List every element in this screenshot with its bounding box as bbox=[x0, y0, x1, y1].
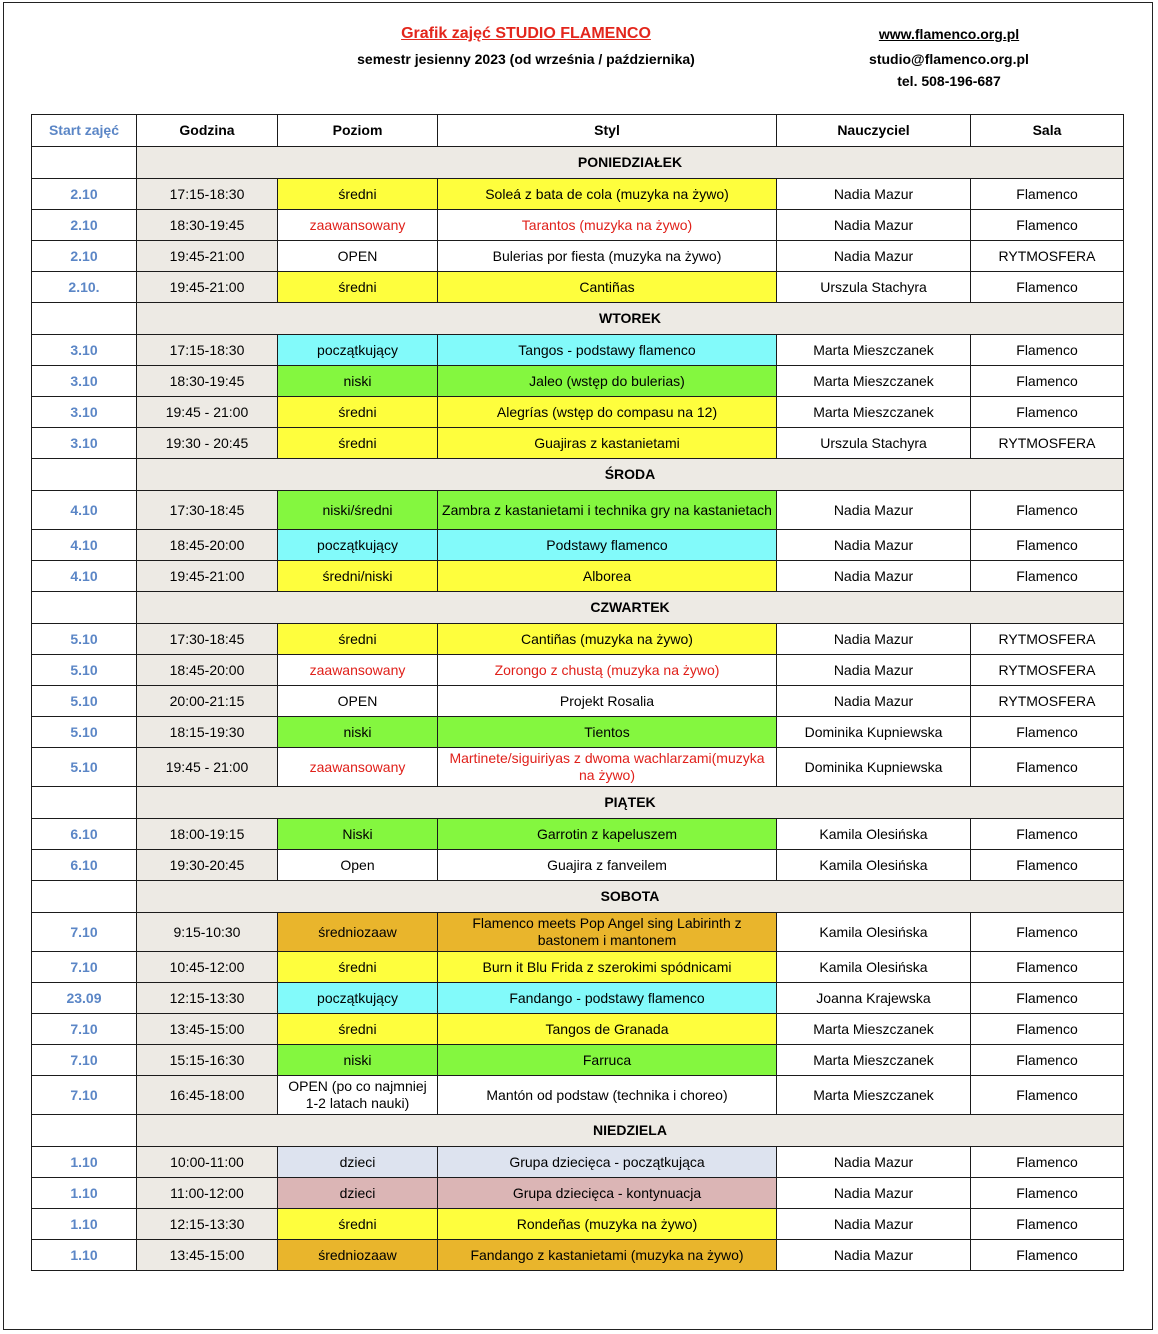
page-subtitle: semestr jesienny 2023 (od września / października) bbox=[357, 51, 695, 67]
style-cell: Soleá z bata de cola (muzyka na żywo) bbox=[438, 179, 777, 210]
time-cell: 17:30-18:45 bbox=[137, 491, 278, 530]
class-row bbox=[32, 530, 1124, 561]
style-cell: Burn it Blu Frida z szerokimi spódnicami bbox=[438, 952, 777, 983]
time-cell: 11:00-12:00 bbox=[137, 1178, 278, 1209]
room-cell: RYTMOSFERA bbox=[971, 655, 1124, 686]
time-cell: 15:15-16:30 bbox=[137, 1045, 278, 1076]
time-cell: 13:45-15:00 bbox=[137, 1014, 278, 1045]
style-cell: Fandango z kastanietami (muzyka na żywo) bbox=[438, 1240, 777, 1271]
email-address: studio@flamenco.org.pl bbox=[869, 51, 1029, 67]
day-header-row bbox=[32, 459, 1124, 491]
room-cell: Flamenco bbox=[971, 210, 1124, 241]
class-row bbox=[32, 335, 1124, 366]
teacher-cell: Marta Mieszczanek bbox=[777, 397, 971, 428]
teacher-cell: Kamila Olesińska bbox=[777, 913, 971, 952]
class-row bbox=[32, 1178, 1124, 1209]
day-header-row bbox=[32, 881, 1124, 913]
day-header-row bbox=[32, 592, 1124, 624]
level-cell: początkujący bbox=[278, 530, 438, 561]
level-cell: średni bbox=[278, 1209, 438, 1240]
class-row bbox=[32, 397, 1124, 428]
class-row bbox=[32, 1240, 1124, 1271]
style-cell: Guajiras z kastanietami bbox=[438, 428, 777, 459]
start-date-cell: 2.10 bbox=[32, 179, 137, 210]
start-date-cell: 1.10 bbox=[32, 1209, 137, 1240]
style-cell: Garrotin z kapeluszem bbox=[438, 819, 777, 850]
column-header-teacher: Nauczyciel bbox=[777, 115, 971, 147]
day-name: PIĄTEK bbox=[137, 787, 1124, 819]
time-cell: 12:15-13:30 bbox=[137, 983, 278, 1014]
day-header-blank bbox=[32, 881, 137, 913]
day-name: PONIEDZIAŁEK bbox=[137, 147, 1124, 179]
time-cell: 19:30 - 20:45 bbox=[137, 428, 278, 459]
room-cell: Flamenco bbox=[971, 717, 1124, 748]
class-row bbox=[32, 179, 1124, 210]
teacher-cell: Nadia Mazur bbox=[777, 624, 971, 655]
class-row bbox=[32, 686, 1124, 717]
class-row bbox=[32, 717, 1124, 748]
teacher-cell: Marta Mieszczanek bbox=[777, 366, 971, 397]
teacher-cell: Dominika Kupniewska bbox=[777, 717, 971, 748]
time-cell: 13:45-15:00 bbox=[137, 1240, 278, 1271]
style-cell: Flamenco meets Pop Angel sing Labirinth z bastonem i mantonem bbox=[438, 913, 777, 952]
day-header-row bbox=[32, 147, 1124, 179]
class-row bbox=[32, 624, 1124, 655]
day-header-blank bbox=[32, 459, 137, 491]
class-row bbox=[32, 913, 1124, 952]
room-cell: Flamenco bbox=[971, 952, 1124, 983]
room-cell: Flamenco bbox=[971, 1147, 1124, 1178]
class-row bbox=[32, 1147, 1124, 1178]
time-cell: 18:45-20:00 bbox=[137, 655, 278, 686]
room-cell: Flamenco bbox=[971, 530, 1124, 561]
teacher-cell: Nadia Mazur bbox=[777, 1147, 971, 1178]
room-cell: RYTMOSFERA bbox=[971, 686, 1124, 717]
class-row bbox=[32, 366, 1124, 397]
class-row bbox=[32, 428, 1124, 459]
start-date-cell: 3.10 bbox=[32, 366, 137, 397]
room-cell: Flamenco bbox=[971, 179, 1124, 210]
style-cell: Grupa dziecięca - kontynuacja bbox=[438, 1178, 777, 1209]
start-date-cell: 23.09 bbox=[32, 983, 137, 1014]
start-date-cell: 5.10 bbox=[32, 748, 137, 787]
style-cell: Bulerias por fiesta (muzyka na żywo) bbox=[438, 241, 777, 272]
time-cell: 9:15-10:30 bbox=[137, 913, 278, 952]
level-cell: zaawansowany bbox=[278, 210, 438, 241]
day-name: CZWARTEK bbox=[137, 592, 1124, 624]
teacher-cell: Nadia Mazur bbox=[777, 686, 971, 717]
teacher-cell: Urszula Stachyra bbox=[777, 428, 971, 459]
day-header-row bbox=[32, 787, 1124, 819]
class-row bbox=[32, 1076, 1124, 1115]
day-header-row bbox=[32, 303, 1124, 335]
style-cell: Cantiñas bbox=[438, 272, 777, 303]
room-cell: Flamenco bbox=[971, 819, 1124, 850]
schedule-table bbox=[31, 114, 1124, 1271]
style-cell: Mantón od podstaw (technika i choreo) bbox=[438, 1076, 777, 1115]
level-cell: średni bbox=[278, 179, 438, 210]
teacher-cell: Nadia Mazur bbox=[777, 530, 971, 561]
time-cell: 16:45-18:00 bbox=[137, 1076, 278, 1115]
start-date-cell: 7.10 bbox=[32, 1045, 137, 1076]
room-cell: Flamenco bbox=[971, 397, 1124, 428]
day-header-blank bbox=[32, 303, 137, 335]
teacher-cell: Kamila Olesińska bbox=[777, 952, 971, 983]
room-cell: Flamenco bbox=[971, 1076, 1124, 1115]
start-date-cell: 2.10 bbox=[32, 210, 137, 241]
teacher-cell: Marta Mieszczanek bbox=[777, 1014, 971, 1045]
start-date-cell: 5.10 bbox=[32, 624, 137, 655]
time-cell: 19:45 - 21:00 bbox=[137, 397, 278, 428]
start-date-cell: 7.10 bbox=[32, 952, 137, 983]
room-cell: Flamenco bbox=[971, 983, 1124, 1014]
level-cell: dzieci bbox=[278, 1147, 438, 1178]
teacher-cell: Nadia Mazur bbox=[777, 655, 971, 686]
teacher-cell: Urszula Stachyra bbox=[777, 272, 971, 303]
time-cell: 19:45 - 21:00 bbox=[137, 748, 278, 787]
teacher-cell: Marta Mieszczanek bbox=[777, 1045, 971, 1076]
level-cell: średni bbox=[278, 952, 438, 983]
room-cell: Flamenco bbox=[971, 913, 1124, 952]
teacher-cell: Nadia Mazur bbox=[777, 491, 971, 530]
level-cell: średniozaaw bbox=[278, 1240, 438, 1271]
room-cell: Flamenco bbox=[971, 366, 1124, 397]
start-date-cell: 3.10 bbox=[32, 428, 137, 459]
room-cell: Flamenco bbox=[971, 748, 1124, 787]
room-cell: Flamenco bbox=[971, 491, 1124, 530]
day-header-row bbox=[32, 1115, 1124, 1147]
class-row bbox=[32, 952, 1124, 983]
time-cell: 19:45-21:00 bbox=[137, 561, 278, 592]
level-cell: dzieci bbox=[278, 1178, 438, 1209]
start-date-cell: 4.10 bbox=[32, 491, 137, 530]
start-date-cell: 3.10 bbox=[32, 397, 137, 428]
level-cell: średni bbox=[278, 624, 438, 655]
room-cell: Flamenco bbox=[971, 1240, 1124, 1271]
style-cell: Projekt Rosalia bbox=[438, 686, 777, 717]
room-cell: Flamenco bbox=[971, 335, 1124, 366]
style-cell: Cantiñas (muzyka na żywo) bbox=[438, 624, 777, 655]
day-name: SOBOTA bbox=[137, 881, 1124, 913]
time-cell: 10:00-11:00 bbox=[137, 1147, 278, 1178]
day-name: NIEDZIELA bbox=[137, 1115, 1124, 1147]
start-date-cell: 5.10 bbox=[32, 717, 137, 748]
teacher-cell: Joanna Krajewska bbox=[777, 983, 971, 1014]
level-cell: średni bbox=[278, 397, 438, 428]
class-row bbox=[32, 1045, 1124, 1076]
level-cell: niski bbox=[278, 717, 438, 748]
column-header-time: Godzina bbox=[137, 115, 278, 147]
time-cell: 10:45-12:00 bbox=[137, 952, 278, 983]
class-row bbox=[32, 850, 1124, 881]
time-cell: 12:15-13:30 bbox=[137, 1209, 278, 1240]
level-cell: OPEN bbox=[278, 241, 438, 272]
class-row bbox=[32, 748, 1124, 787]
page-title: Grafik zajęć STUDIO FLAMENCO bbox=[401, 25, 651, 42]
start-date-cell: 2.10 bbox=[32, 241, 137, 272]
start-date-cell: 1.10 bbox=[32, 1178, 137, 1209]
level-cell: OPEN (po co najmniej 1-2 latach nauki) bbox=[278, 1076, 438, 1115]
room-cell: RYTMOSFERA bbox=[971, 624, 1124, 655]
class-row bbox=[32, 210, 1124, 241]
style-cell: Tarantos (muzyka na żywo) bbox=[438, 210, 777, 241]
day-header-blank bbox=[32, 147, 137, 179]
class-row bbox=[32, 272, 1124, 303]
teacher-cell: Nadia Mazur bbox=[777, 561, 971, 592]
time-cell: 17:30-18:45 bbox=[137, 624, 278, 655]
style-cell: Tangos de Granada bbox=[438, 1014, 777, 1045]
start-date-cell: 4.10 bbox=[32, 561, 137, 592]
teacher-cell: Marta Mieszczanek bbox=[777, 1076, 971, 1115]
class-row bbox=[32, 491, 1124, 530]
website-link[interactable]: www.flamenco.org.pl bbox=[878, 26, 1020, 42]
time-cell: 18:00-19:15 bbox=[137, 819, 278, 850]
teacher-cell: Kamila Olesińska bbox=[777, 819, 971, 850]
day-name: WTOREK bbox=[137, 303, 1124, 335]
room-cell: Flamenco bbox=[971, 1178, 1124, 1209]
level-cell: zaawansowany bbox=[278, 655, 438, 686]
class-row bbox=[32, 561, 1124, 592]
start-date-cell: 5.10 bbox=[32, 686, 137, 717]
style-cell: Grupa dziecięca - początkująca bbox=[438, 1147, 777, 1178]
room-cell: Flamenco bbox=[971, 272, 1124, 303]
style-cell: Tientos bbox=[438, 717, 777, 748]
class-row bbox=[32, 241, 1124, 272]
time-cell: 18:30-19:45 bbox=[137, 366, 278, 397]
level-cell: Niski bbox=[278, 819, 438, 850]
style-cell: Fandango - podstawy flamenco bbox=[438, 983, 777, 1014]
style-cell: Zambra z kastanietami i technika gry na kastanietach bbox=[438, 491, 777, 530]
teacher-cell: Nadia Mazur bbox=[777, 179, 971, 210]
start-date-cell: 6.10 bbox=[32, 850, 137, 881]
start-date-cell: 1.10 bbox=[32, 1147, 137, 1178]
teacher-cell: Dominika Kupniewska bbox=[777, 748, 971, 787]
level-cell: OPEN bbox=[278, 686, 438, 717]
level-cell: niski/średni bbox=[278, 491, 438, 530]
column-header-start: Start zajęć bbox=[32, 115, 137, 147]
level-cell: niski bbox=[278, 366, 438, 397]
table-header-row bbox=[32, 115, 1124, 147]
time-cell: 19:45-21:00 bbox=[137, 272, 278, 303]
teacher-cell: Kamila Olesińska bbox=[777, 850, 971, 881]
teacher-cell: Nadia Mazur bbox=[777, 1209, 971, 1240]
column-header-style: Styl bbox=[438, 115, 777, 147]
time-cell: 18:45-20:00 bbox=[137, 530, 278, 561]
style-cell: Rondeñas (muzyka na żywo) bbox=[438, 1209, 777, 1240]
level-cell: zaawansowany bbox=[278, 748, 438, 787]
start-date-cell: 7.10 bbox=[32, 1076, 137, 1115]
start-date-cell: 5.10 bbox=[32, 655, 137, 686]
time-cell: 20:00-21:15 bbox=[137, 686, 278, 717]
time-cell: 19:45-21:00 bbox=[137, 241, 278, 272]
phone-number: tel. 508-196-687 bbox=[897, 73, 1001, 89]
teacher-cell: Marta Mieszczanek bbox=[777, 335, 971, 366]
level-cell: Open bbox=[278, 850, 438, 881]
time-cell: 18:30-19:45 bbox=[137, 210, 278, 241]
style-cell: Alegrías (wstęp do compasu na 12) bbox=[438, 397, 777, 428]
level-cell: średni bbox=[278, 428, 438, 459]
teacher-cell: Nadia Mazur bbox=[777, 1240, 971, 1271]
style-cell: Zorongo z chustą (muzyka na żywo) bbox=[438, 655, 777, 686]
start-date-cell: 4.10 bbox=[32, 530, 137, 561]
class-row bbox=[32, 819, 1124, 850]
time-cell: 17:15-18:30 bbox=[137, 335, 278, 366]
style-cell: Podstawy flamenco bbox=[438, 530, 777, 561]
room-cell: RYTMOSFERA bbox=[971, 241, 1124, 272]
room-cell: Flamenco bbox=[971, 561, 1124, 592]
room-cell: Flamenco bbox=[971, 1209, 1124, 1240]
room-cell: Flamenco bbox=[971, 850, 1124, 881]
column-header-room: Sala bbox=[971, 115, 1124, 147]
level-cell: niski bbox=[278, 1045, 438, 1076]
start-date-cell: 6.10 bbox=[32, 819, 137, 850]
time-cell: 18:15-19:30 bbox=[137, 717, 278, 748]
class-row bbox=[32, 655, 1124, 686]
room-cell: Flamenco bbox=[971, 1045, 1124, 1076]
style-cell: Jaleo (wstęp do bulerias) bbox=[438, 366, 777, 397]
day-name: ŚRODA bbox=[137, 459, 1124, 491]
style-cell: Alborea bbox=[438, 561, 777, 592]
teacher-cell: Nadia Mazur bbox=[777, 210, 971, 241]
time-cell: 17:15-18:30 bbox=[137, 179, 278, 210]
time-cell: 19:30-20:45 bbox=[137, 850, 278, 881]
level-cell: początkujący bbox=[278, 983, 438, 1014]
class-row bbox=[32, 983, 1124, 1014]
level-cell: średniozaaw bbox=[278, 913, 438, 952]
day-header-blank bbox=[32, 592, 137, 624]
teacher-cell: Nadia Mazur bbox=[777, 1178, 971, 1209]
day-header-blank bbox=[32, 787, 137, 819]
start-date-cell: 7.10 bbox=[32, 1014, 137, 1045]
style-cell: Martinete/siguiriyas z dwoma wachlarzami(muzyka na żywo) bbox=[438, 748, 777, 787]
level-cell: średni bbox=[278, 272, 438, 303]
start-date-cell: 1.10 bbox=[32, 1240, 137, 1271]
day-header-blank bbox=[32, 1115, 137, 1147]
style-cell: Tangos - podstawy flamenco bbox=[438, 335, 777, 366]
style-cell: Farruca bbox=[438, 1045, 777, 1076]
style-cell: Guajira z fanveilem bbox=[438, 850, 777, 881]
schedule-body bbox=[32, 147, 1124, 1271]
class-row bbox=[32, 1209, 1124, 1240]
room-cell: Flamenco bbox=[971, 1014, 1124, 1045]
start-date-cell: 3.10 bbox=[32, 335, 137, 366]
start-date-cell: 2.10. bbox=[32, 272, 137, 303]
start-date-cell: 7.10 bbox=[32, 913, 137, 952]
teacher-cell: Nadia Mazur bbox=[777, 241, 971, 272]
class-row bbox=[32, 1014, 1124, 1045]
room-cell: RYTMOSFERA bbox=[971, 428, 1124, 459]
level-cell: początkujący bbox=[278, 335, 438, 366]
level-cell: średni bbox=[278, 1014, 438, 1045]
level-cell: średni/niski bbox=[278, 561, 438, 592]
column-header-level: Poziom bbox=[278, 115, 438, 147]
